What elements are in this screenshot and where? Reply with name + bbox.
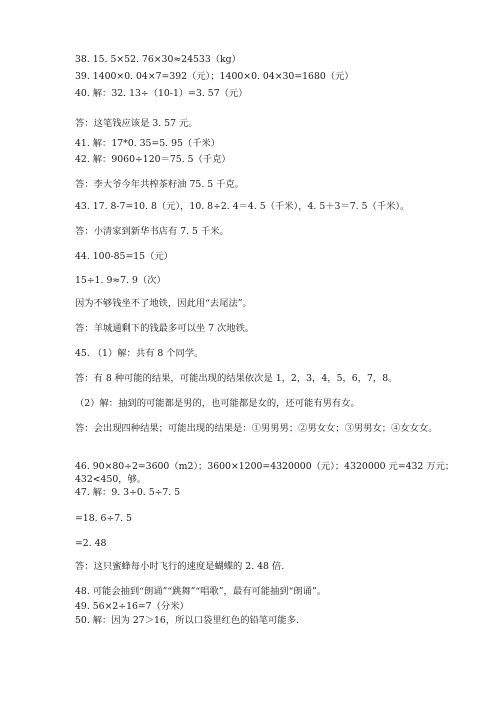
answer-44-conclusion: 答：羊城通剩下的钱最多可以坐 7 次地铁。 [75,323,255,334]
answer-47-conclusion: 答：这只蜜蜂每小时飞行的速度是蝴蝶的 2. 48 倍. [75,561,285,572]
answer-47-step: =18. 6÷7. 5 [75,513,132,524]
answer-46: 46. 90×80÷2=3600（m2）；3600×1200=4320000（元）；4320000 元=432 万元；432<450，够。 [75,461,455,485]
answer-39: 39. 1400×0. 04×7=392（元）；1400×0. 04×30=1680（元） [75,71,354,82]
answer-49: 49. 56×2÷16=7（分米） [75,601,189,612]
answer-50: 50. 解：因为 27＞16，所以口袋里红色的铅笔可能多. [75,615,299,626]
answer-44: 44. 100-85=15（元） [75,251,173,262]
answer-43-conclusion: 答：小清家到新华书店有 7. 5 千米。 [75,226,229,237]
answer-38: 38. 15. 5×52. 76×30≈24533（kg） [75,54,241,65]
answer-47-result: =2. 48 [75,538,107,549]
answer-48: 48. 可能会抽到“朗诵”“跳舞”“唱歌”，最有可能抽到“朗诵”。 [75,586,326,597]
answer-40: 40. 解：32. 13÷（10-1）=3. 57（元） [75,88,248,99]
answer-44-reason: 因为不够钱坐不了地铁，因此用“去尾法”。 [75,298,252,309]
answer-45-part1: 45. （1）解：共有 8 个同学。 [75,348,204,359]
answer-43: 43. 17. 8-7=10. 8（元），10. 8÷2. 4＝4. 5（千米），4. 5＋3＝7. 5（千米）。 [75,201,410,212]
answer-42: 42. 解：9060÷120＝75. 5（千克） [75,154,231,165]
answer-47: 47. 解：9. 3÷0. 5÷7. 5 [75,487,181,498]
answer-45-part2-conclusion: 答：会出现四种结果；可能出现的结果是：①男男男；②男女女；③男男女；④女女女。 [75,423,438,434]
answer-45-part2: （2）解：抽到的可能都是男的，也可能都是女的，还可能有男有女。 [75,398,360,409]
answer-42-conclusion: 答：李大爷今年共榨茶籽油 75. 5 千克。 [75,179,245,190]
answer-40-conclusion: 答：这笔钱应该是 3. 57 元。 [75,118,198,129]
answer-45-part1-conclusion: 答：有 8 种可能的结果，可能出现的结果依次是 1，2，3，4，5，6，7，8。 [75,373,398,384]
answer-41: 41. 解：17*0. 35=5. 95（千米） [75,138,221,149]
answer-44-step: 15÷1. 9≈7. 9（次） [75,275,166,286]
